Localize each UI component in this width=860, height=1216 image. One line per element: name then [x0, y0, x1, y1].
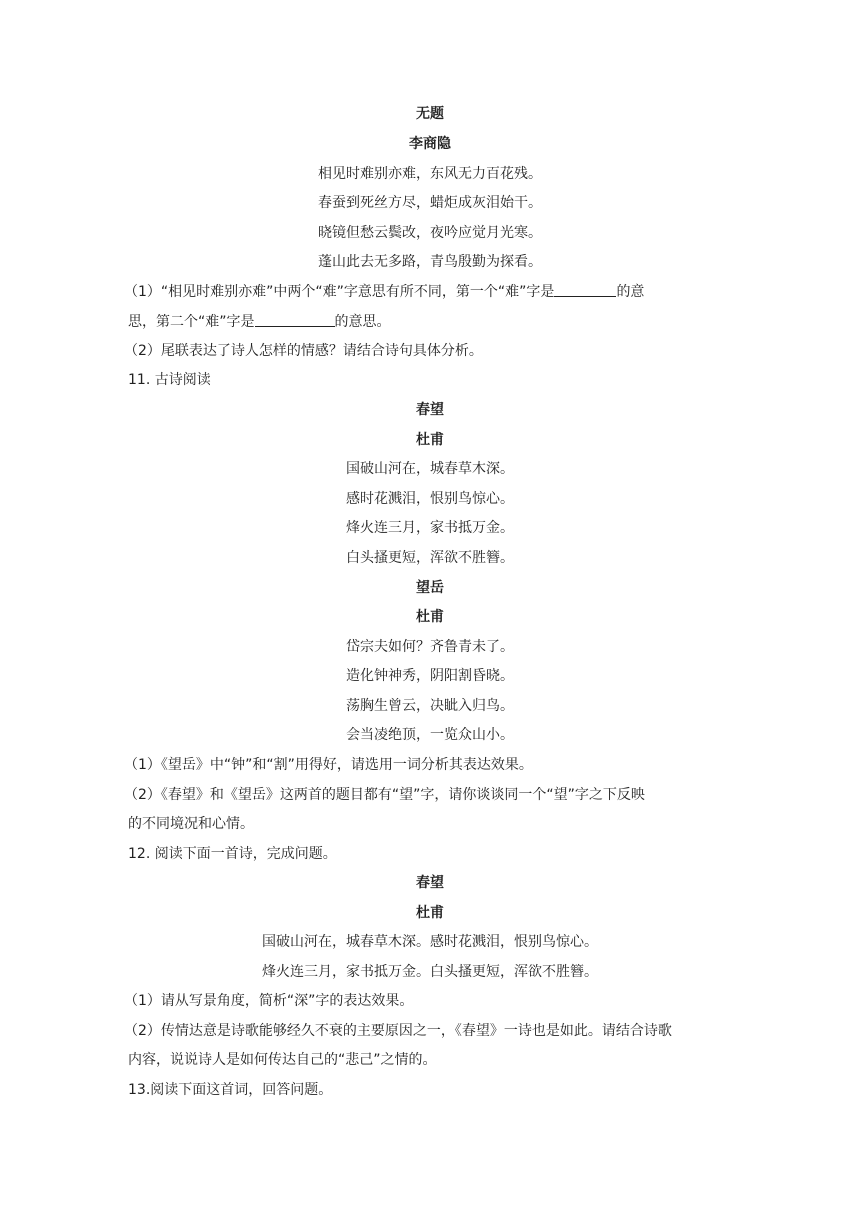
poem-author: 李商隐 — [409, 136, 451, 152]
poem-line: 荡胸生曾云，决眦入归鸟。 — [346, 698, 514, 714]
question-text: 的意思。 — [334, 314, 391, 330]
poem-line: 国破山河在，城春草木深。感时花溅泪，恨别鸟惊心。 — [262, 934, 598, 950]
poem-line: 烽火连三月，家书抵万金。白头搔更短，浑欲不胜簪。 — [262, 964, 598, 980]
question-2: （2）《春望》和《望岳》这两首的题目都有“望”字，请你谈谈同一个“望”字之下反映 — [124, 787, 645, 803]
question-1 — [124, 282, 644, 302]
section-heading: 13.阅读下面这首词，回答问题。 — [128, 1082, 333, 1098]
poem-author: 杜甫 — [416, 905, 444, 921]
question-2: （2）传情达意是诗歌能够经久不衰的主要原因之一，《春望》一诗也是如此。请结合诗歌 — [124, 1023, 672, 1039]
answer-blank[interactable] — [554, 282, 616, 297]
poem-title: 无题 — [416, 106, 444, 122]
poem-line: 岱宗夫如何？齐鲁青未了。 — [346, 639, 514, 655]
question-1: （1）《望岳》中“钟”和“割”用得好，请选用一词分析其表达效果。 — [124, 757, 533, 773]
question-1-cont — [128, 312, 391, 332]
question-2-cont: 的不同境况和心情。 — [128, 816, 254, 832]
section-heading: 12. 阅读下面一首诗，完成问题。 — [128, 846, 337, 862]
poem-line: 相见时难别亦难，东风无力百花残。 — [318, 166, 542, 182]
poem-line: 蓬山此去无多路，青鸟殷勤为探看。 — [318, 254, 542, 270]
poem-line: 感时花溅泪，恨别鸟惊心。 — [346, 491, 514, 507]
poem-author: 杜甫 — [416, 609, 444, 625]
poem-title: 望岳 — [416, 580, 444, 596]
section-heading: 11. 古诗阅读 — [128, 372, 211, 388]
poem-title: 春望 — [416, 875, 444, 891]
poem-line: 晓镜但愁云鬓改，夜吟应觉月光寒。 — [318, 225, 542, 241]
answer-blank[interactable] — [255, 312, 335, 327]
poem-line: 国破山河在，城春草木深。 — [346, 461, 514, 477]
question-2: （2）尾联表达了诗人怎样的情感？请结合诗句具体分析。 — [124, 343, 483, 359]
question-text: （1）“相见时难别亦难”中两个“难”字意思有所不同，第一个“难”字是 — [124, 284, 555, 300]
poem-line: 烽火连三月，家书抵万金。 — [346, 520, 514, 536]
poem-line: 会当凌绝顶，一览众山小。 — [346, 727, 514, 743]
poem-title: 春望 — [416, 402, 444, 418]
question-2-cont: 内容，说说诗人是如何传达自己的“悲己”之情的。 — [128, 1052, 437, 1068]
poem-author: 杜甫 — [416, 432, 444, 448]
question-1: （1）请从写景角度，简析“深”字的表达效果。 — [124, 993, 414, 1009]
question-text: 的意 — [616, 284, 645, 300]
poem-line: 白头搔更短，浑欲不胜簪。 — [346, 550, 514, 566]
poem-line: 造化钟神秀，阴阳割昏晓。 — [346, 668, 514, 684]
question-text: 思，第二个“难”字是 — [128, 314, 255, 330]
poem-line: 春蚕到死丝方尽，蜡炬成灰泪始干。 — [318, 195, 542, 211]
